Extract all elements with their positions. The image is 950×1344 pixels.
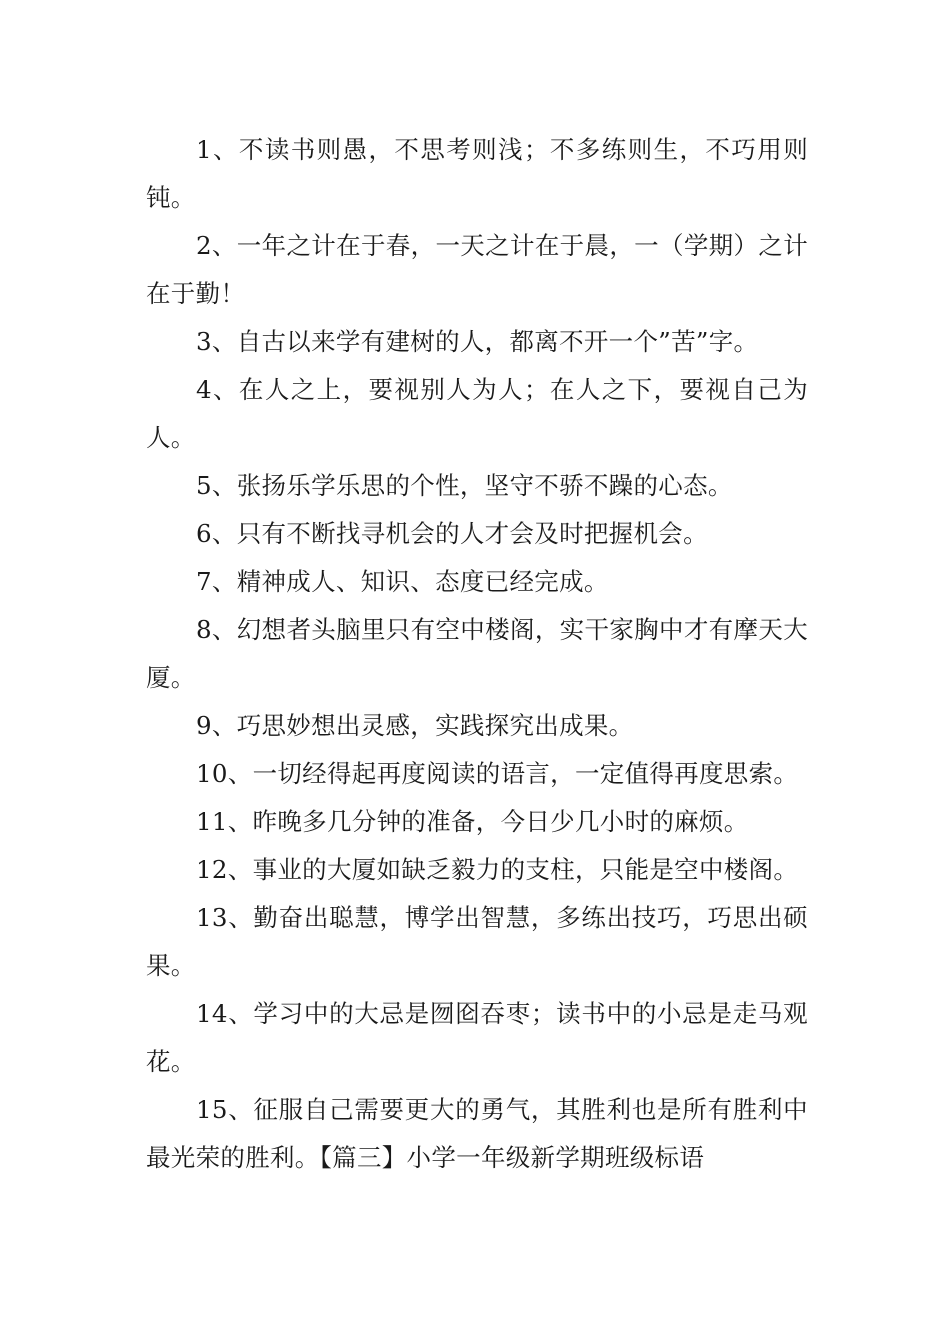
paragraph-7: 7、精神成人、知识、态度已经完成。	[196, 567, 609, 596]
paragraph-8: 8、幻想者头脑里只有空中楼阁，实干家胸中才有摩天大厦。	[146, 615, 808, 692]
paragraph-11: 11、昨晚多几分钟的准备，今日少几小时的麻烦。	[196, 807, 749, 836]
paragraph-1: 1、不读书则愚，不思考则浅；不多练则生，不巧用则钝。	[146, 135, 808, 212]
paragraph-4: 4、在人之上，要视别人为人；在人之下，要视自己为人。	[146, 375, 808, 452]
paragraph-6: 6、只有不断找寻机会的人才会及时把握机会。	[196, 519, 708, 548]
paragraph-5: 5、张扬乐学乐思的个性，坚守不骄不躁的心态。	[196, 471, 733, 500]
paragraph-12: 12、事业的大厦如缺乏毅力的支柱，只能是空中楼阁。	[196, 855, 799, 884]
paragraph-15: 15、征服自己需要更大的勇气，其胜利也是所有胜利中最光荣的胜利。【篇三】小学一年级新学期班级标语	[146, 1095, 808, 1172]
paragraph-9: 9、巧思妙想出灵感，实践探究出成果。	[196, 711, 634, 740]
paragraph-3: 3、自古以来学有建树的人，都离不开一个”苦”字。	[196, 327, 759, 356]
paragraph-14: 14、学习中的大忌是囫囵吞枣；读书中的小忌是走马观花。	[146, 999, 808, 1076]
paragraph-2: 2、一年之计在于春，一天之计在于晨，一（学期）之计在于勤！	[146, 231, 808, 308]
paragraph-13: 13、勤奋出聪慧，博学出智慧，多练出技巧，巧思出硕果。	[146, 903, 808, 980]
paragraph-10: 10、一切经得起再度阅读的语言，一定值得再度思索。	[196, 759, 799, 788]
document-body	[146, 126, 808, 1182]
